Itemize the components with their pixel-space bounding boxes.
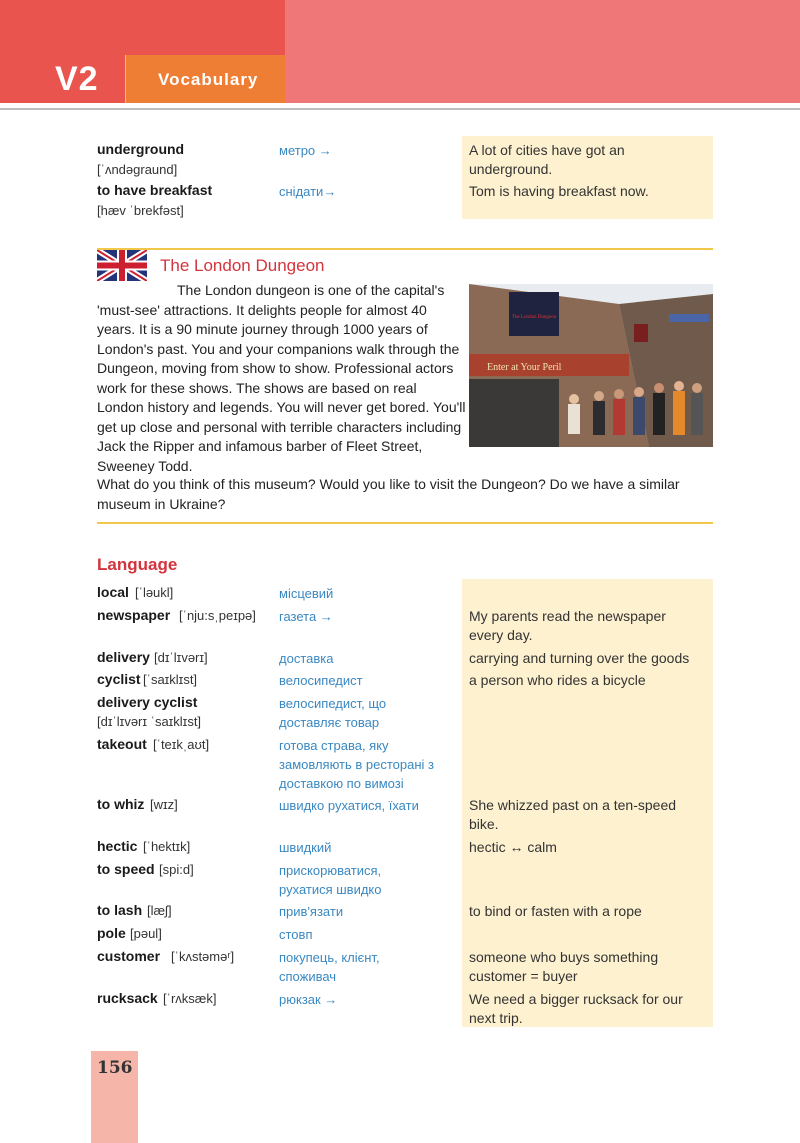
vocab-word: pole	[97, 925, 126, 941]
vocab-word: hectic	[97, 838, 138, 854]
vocab-transcription: [ˈləukl]	[135, 585, 174, 600]
vocab-word: delivery	[97, 649, 150, 665]
vocab-translation: готова страва, яку замовляють в ресторані з доставкою по вимозі	[279, 738, 435, 791]
vocab-transcription: [ˈʌndəgraund]	[97, 162, 178, 177]
vocab-word: local	[97, 584, 129, 600]
vocab-word: to whiz	[97, 796, 145, 812]
vocab-transcription: [ˈsaɪklɪst]	[143, 672, 198, 687]
photo-banner-text: Enter at Your Peril	[487, 362, 562, 373]
header-band-right	[285, 0, 800, 103]
section-rule-bottom	[97, 522, 713, 524]
header-rule	[0, 108, 800, 110]
unit-label: V2	[55, 60, 99, 98]
vocab-translation: прискорюватися, рухатися швидко	[279, 863, 382, 897]
vocab-transcription: [wɪz]	[150, 797, 178, 812]
vocab-example: to bind or fasten with a rope	[469, 903, 642, 919]
vocab-translation: рюкзак →	[279, 992, 338, 1007]
vocab-word: to have breakfast	[97, 182, 213, 198]
vocab-word: to speed	[97, 861, 155, 877]
vocab-transcription: [ˈrʌksæk]	[163, 991, 217, 1006]
dungeon-title: The London Dungeon	[160, 256, 325, 275]
vocab-translation: газета →	[279, 609, 333, 624]
union-jack-flag-icon	[97, 250, 147, 281]
vocab-translation: доставка	[279, 651, 334, 666]
vocab-transcription: [spi:d]	[159, 862, 194, 877]
vocab-transcription: [ˈnju:sˌpeɪpə]	[179, 608, 256, 623]
language-title: Language	[97, 555, 178, 574]
vocab-transcription: [ˈkʌstəməʳ]	[171, 949, 235, 964]
vocab-word: cyclist	[97, 671, 141, 687]
vocab-word: to lash	[97, 902, 143, 918]
vocab-word: takeout	[97, 736, 147, 752]
vocab-example: someone who buys something customer = buyer	[469, 949, 659, 984]
london-dungeon-photo	[469, 284, 713, 447]
vocab-example: a person who rides a bicycle	[469, 672, 646, 688]
vocab-example: We need a bigger rucksack for our next trip.	[469, 991, 683, 1026]
vocab-example: My parents read the newspaper every day.	[469, 608, 666, 643]
vocab-example: carrying and turning over the goods	[469, 650, 690, 666]
page-header	[0, 0, 800, 107]
vocab-word: delivery cyclist	[97, 694, 198, 710]
vocab-translation: стовп	[279, 927, 313, 942]
vocab-translation: велосипедист	[279, 673, 363, 688]
vocab-transcription: [dɪˈlɪvərɪ ˈsaɪklɪst]	[97, 714, 202, 729]
vocab-transcription: [ˈteɪkˌaʊt]	[153, 737, 210, 752]
vocab-translation: велосипедист, що доставляє товар	[279, 696, 387, 730]
vocab-translation: покупець, клієнт, споживач	[279, 950, 380, 984]
vocab-translation: швидко рухатися, їхати	[279, 798, 419, 813]
vocab-word: newspaper	[97, 607, 171, 623]
section-title: Vocabulary	[158, 70, 259, 89]
vocab-word: underground	[97, 141, 185, 157]
vocab-transcription: [dɪˈlɪvərɪ]	[154, 650, 208, 665]
vocab-translation: швидкий	[279, 840, 332, 855]
dungeon-paragraph: The London dungeon is one of the capital's 'must-see' attractions. It delights people for almost 40 years. It is a 90 minute journey through 1000 years of London's past. You and your companions walk through the Dungeon, moving from show to show. Professional actors work for these shows. The shows are based on real London history and legends. You will never get bored. You'll get up close and personal with terrible characters including Jack the Ripper and infamous barber of Fleet Street, Sweeney Todd.	[97, 282, 466, 474]
vocab-translation: метро →	[279, 143, 332, 158]
vocab-example: Tom is having breakfast now.	[469, 183, 649, 199]
vocab-translation: місцевий	[279, 586, 334, 601]
vocab-example: A lot of cities have got an underground.	[469, 142, 625, 177]
vocab-translation: прив'язати	[279, 904, 344, 919]
dungeon-question: What do you think of this museum? Would you like to visit the Dungeon? Do we have a similar museum in Ukraine?	[97, 476, 680, 512]
vocab-word: customer	[97, 948, 161, 964]
vocab-transcription: [læʃ]	[147, 903, 172, 918]
vocab-translation: снідати→	[279, 184, 337, 199]
vocab-transcription: [ˈhektɪk]	[143, 839, 191, 854]
vocab-transcription: [hæv ˈbrekfəst]	[97, 203, 184, 218]
photo-sign-text: The London Dungeon	[511, 315, 557, 320]
vocab-example: She whizzed past on a ten-speed bike.	[469, 797, 677, 832]
vocab-example: hectic ↔ calm	[469, 839, 557, 855]
header-divider	[125, 55, 126, 103]
page-number: 156	[97, 1058, 133, 1078]
vocab-word: rucksack	[97, 990, 158, 1006]
section-rule-top	[97, 248, 713, 250]
vocab-transcription: [pəul]	[130, 926, 162, 941]
